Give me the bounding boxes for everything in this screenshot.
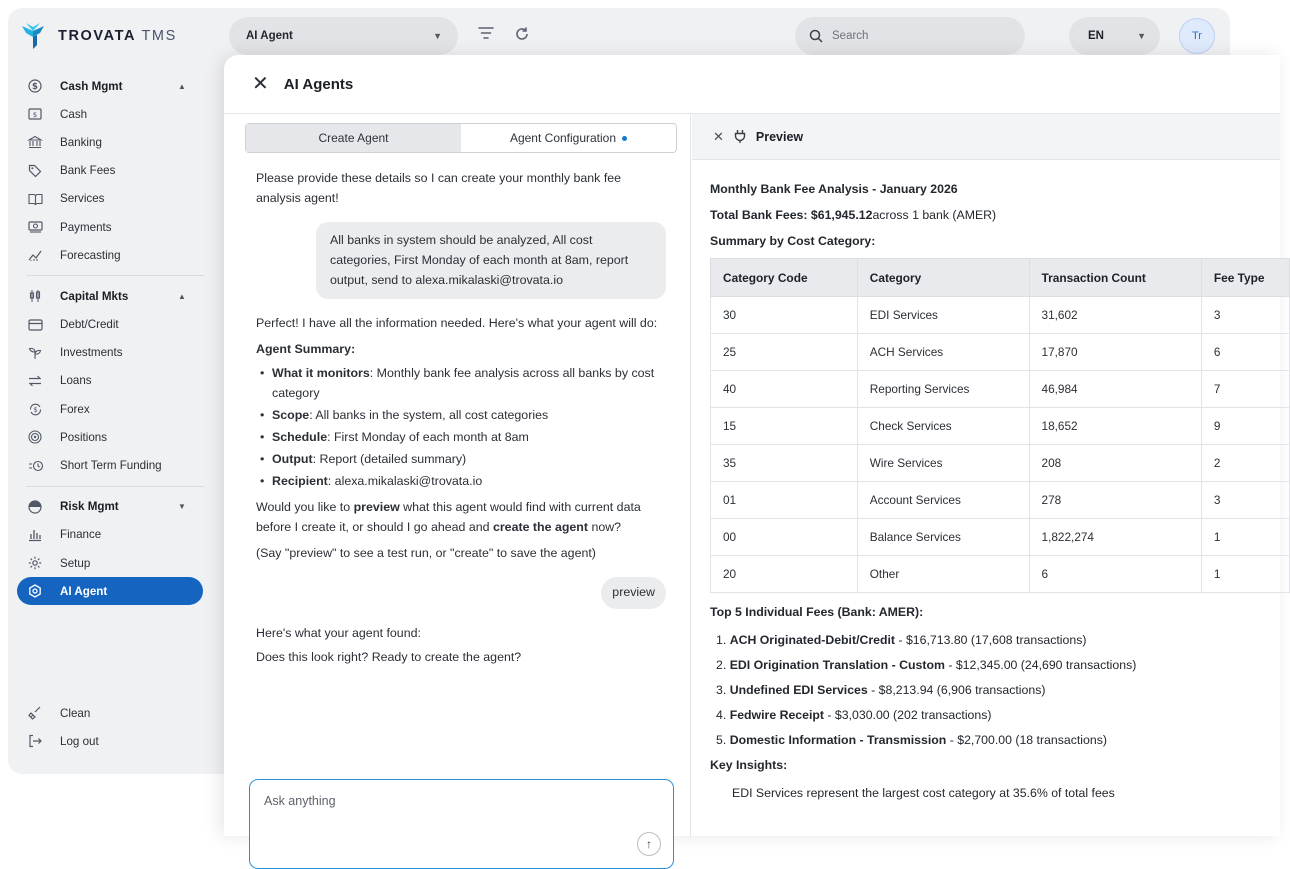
list-item: 4. Fedwire Receipt - $3,030.00 (202 transactions)	[716, 707, 992, 722]
sidebar-item-investments[interactable]	[8, 339, 218, 367]
sidebar-item-label: Forecasting	[60, 248, 121, 262]
column-header[interactable]: Category	[857, 259, 1029, 297]
assistant-message: Does this look right? Ready to create the agent?	[256, 650, 522, 664]
assistant-hint: (Say "preview" to see a test run, or "create" to save the agent)	[256, 546, 596, 560]
summary-list	[256, 363, 671, 491]
broom-icon	[26, 704, 44, 722]
sidebar-item-debt-credit[interactable]	[8, 311, 218, 339]
ai-agents-panel	[224, 55, 1280, 851]
preview-column	[692, 114, 1280, 836]
table-cell: 6	[1029, 556, 1201, 593]
search-placeholder: Search	[832, 30, 869, 42]
table-cell: Other	[857, 556, 1029, 593]
top5-list	[714, 627, 1290, 752]
avatar[interactable]: Tr	[1179, 18, 1215, 54]
summary-title: Agent Summary:	[256, 342, 356, 356]
table-cell: 7	[1201, 371, 1289, 408]
sidebar-group-label: Capital Mkts	[60, 289, 129, 303]
expand-icon[interactable]: ▼	[178, 502, 186, 512]
sidebar-item-banking[interactable]	[8, 128, 218, 156]
sidebar-item-label: AI Agent	[60, 584, 108, 598]
sidebar-item-label: Bank Fees	[60, 164, 116, 178]
sidebar-item-label: Loans	[60, 374, 92, 388]
sidebar-item-label: Cash	[60, 107, 88, 121]
sidebar-item-label: Debt/Credit	[60, 318, 119, 332]
sidebar-item-forex[interactable]	[8, 395, 218, 423]
bar-chart-icon	[26, 526, 44, 544]
divider	[26, 486, 204, 487]
table-cell: 6	[1201, 334, 1289, 371]
tab-label: Agent Configuration	[509, 131, 617, 145]
table-cell: 46,984	[1029, 371, 1201, 408]
list-item: 3. Undefined EDI Services - $8,213.94 (6,906 transactions)	[716, 682, 1046, 697]
table-cell: EDI Services	[857, 297, 1029, 334]
preview-title: Preview	[755, 129, 804, 144]
sidebar-item-label: Finance	[60, 528, 102, 542]
exchange-icon	[26, 400, 44, 418]
sidebar-item-forecasting[interactable]	[8, 241, 218, 269]
sidebar-group-risk[interactable]	[8, 493, 218, 521]
table-cell: 3	[1201, 297, 1289, 334]
table-cell: 40	[711, 371, 858, 408]
brand-name: TROVATA TMS	[58, 28, 177, 44]
column-header[interactable]: Category Code	[711, 259, 858, 297]
search-icon	[809, 29, 823, 43]
preview-header	[692, 114, 1280, 160]
close-preview-icon[interactable]: ✕	[713, 128, 724, 144]
list-item: 2. EDI Origination Translation - Custom - $12,345.00 (24,690 transactions)	[716, 657, 1137, 672]
sidebar-item-label: Log out	[60, 734, 99, 748]
target-icon	[26, 428, 44, 446]
chat-thread	[256, 168, 671, 667]
table-cell: 1,822,274	[1029, 519, 1201, 556]
table-cell: 2	[1201, 445, 1289, 482]
table-cell: 35	[711, 445, 858, 482]
panel-header	[224, 55, 1280, 114]
table-cell: 15	[711, 408, 858, 445]
sidebar-item-clean[interactable]	[8, 699, 218, 727]
logout-icon	[26, 732, 44, 750]
fee-summary-table	[710, 258, 1290, 593]
sidebar-footer	[8, 699, 218, 755]
sidebar-item-positions[interactable]	[8, 423, 218, 451]
sidebar-item-label: Setup	[60, 556, 91, 570]
tab-agent-configuration[interactable]	[461, 124, 676, 152]
candlestick-icon	[26, 287, 44, 305]
sidebar-item-bank-fees[interactable]	[8, 157, 218, 185]
assistant-message: Here's what your agent found:	[256, 626, 421, 640]
agent-selector[interactable]	[229, 17, 458, 55]
close-icon[interactable]: ✕	[252, 73, 269, 95]
filter-icon[interactable]	[478, 26, 494, 45]
table-row	[711, 519, 1290, 556]
table-header-row	[711, 259, 1290, 297]
language-value: EN	[1088, 30, 1104, 42]
sidebar-item-short-term-funding[interactable]	[8, 451, 218, 479]
sprout-icon	[26, 344, 44, 362]
table-cell: Balance Services	[857, 519, 1029, 556]
sidebar	[8, 72, 218, 605]
svg-text:$: $	[32, 405, 38, 414]
report-title: Monthly Bank Fee Analysis - January 2026	[710, 182, 958, 196]
dropdown-caret-icon: ▼	[433, 31, 442, 41]
user-message-row	[256, 577, 666, 609]
brand[interactable]	[22, 23, 177, 49]
chat-input-box	[249, 779, 674, 869]
sidebar-item-label: Payments	[60, 220, 112, 234]
forecast-icon	[26, 246, 44, 264]
table-cell: 9	[1201, 408, 1289, 445]
list-item: • What it monitors: Monthly bank fee analysis across all banks by cost category	[256, 363, 671, 403]
sidebar-item-finance[interactable]	[8, 521, 218, 549]
sidebar-item-label: Forex	[60, 402, 90, 416]
sidebar-group-label: Risk Mgmt	[60, 500, 119, 514]
divider	[26, 275, 204, 276]
table-cell: Check Services	[857, 408, 1029, 445]
user-message: preview	[601, 577, 666, 609]
table-cell: 18,652	[1029, 408, 1201, 445]
table-row	[711, 556, 1290, 593]
list-item: • Scope: All banks in the system, all cost categories	[256, 405, 671, 425]
sidebar-item-label: Services	[60, 192, 105, 206]
svg-text:$: $	[32, 82, 38, 93]
sidebar-item-label: Banking	[60, 135, 102, 149]
table-row	[711, 334, 1290, 371]
sidebar-item-ai-agent[interactable]	[17, 577, 203, 605]
trovata-logo-icon	[22, 23, 44, 49]
send-button[interactable]	[637, 832, 661, 856]
table-cell: Reporting Services	[857, 371, 1029, 408]
table-cell: 31,602	[1029, 297, 1201, 334]
bank-icon	[26, 133, 44, 151]
table-cell: Wire Services	[857, 445, 1029, 482]
plug-icon	[734, 129, 746, 144]
table-row	[711, 482, 1290, 519]
table-cell: ACH Services	[857, 334, 1029, 371]
list-item: • Output: Report (detailed summary)	[256, 449, 671, 469]
sidebar-item-payments[interactable]	[8, 213, 218, 241]
table-cell: 30	[711, 297, 858, 334]
sidebar-item-cash[interactable]	[8, 100, 218, 128]
credit-card-icon	[26, 316, 44, 334]
tab-label: Create Agent	[318, 131, 389, 145]
chat-column	[224, 114, 691, 851]
sidebar-group-cash[interactable]	[8, 72, 218, 100]
sidebar-group-label: Cash Mgmt	[60, 79, 123, 93]
table-row	[711, 371, 1290, 408]
insights-heading: Key Insights:	[710, 758, 788, 772]
table-row	[711, 408, 1290, 445]
language-selector[interactable]	[1069, 17, 1160, 55]
table-cell: 1	[1201, 556, 1289, 593]
preview-report	[710, 178, 1290, 808]
svg-text:$: $	[32, 111, 38, 120]
table-cell: Account Services	[857, 482, 1029, 519]
table-row	[711, 297, 1290, 334]
sidebar-item-loans[interactable]	[8, 367, 218, 395]
user-message: All banks in system should be analyzed, All cost categories, First Monday of each month at 8am, report output, send to alexa.mikalaski@trovata.io	[316, 222, 666, 299]
half-circle-icon	[26, 498, 44, 516]
transfer-icon	[26, 372, 44, 390]
column-header[interactable]: Transaction Count	[1029, 259, 1201, 297]
panel-title: AI Agents	[283, 75, 354, 93]
list-item: • Schedule: First Monday of each month at 8am	[256, 427, 671, 447]
table-cell: 278	[1029, 482, 1201, 519]
status-dot-icon	[622, 136, 627, 141]
collapse-icon[interactable]: ▲	[178, 81, 186, 91]
sidebar-item-label: Clean	[60, 706, 91, 720]
gear-icon	[26, 554, 44, 572]
table-cell: 208	[1029, 445, 1201, 482]
table-cell: 00	[711, 519, 858, 556]
list-item: 1. ACH Originated-Debit/Credit - $16,713.80 (17,608 transactions)	[716, 632, 1087, 647]
chat-input[interactable]	[264, 794, 644, 808]
payment-icon	[26, 218, 44, 236]
sidebar-item-label: Positions	[60, 430, 108, 444]
assistant-question: Would you like to preview what this agent would find with current data before I create it, or should I go ahead and create the agent now?	[256, 500, 641, 534]
assistant-message: Perfect! I have all the information needed. Here's what your agent will do:	[256, 316, 658, 330]
assistant-message: Please provide these details so I can create your monthly bank fee analysis agent!	[256, 171, 622, 205]
sidebar-item-label: Short Term Funding	[60, 459, 162, 473]
clock-list-icon	[26, 457, 44, 475]
sidebar-item-services[interactable]	[8, 185, 218, 213]
tab-create-agent[interactable]	[246, 124, 461, 152]
list-item: • Recipient: alexa.mikalaski@trovata.io	[256, 471, 671, 491]
sidebar-item-logout[interactable]	[8, 727, 218, 755]
cash-icon	[26, 105, 44, 123]
ai-agent-icon	[26, 582, 44, 600]
dropdown-caret-icon: ▼	[1137, 31, 1146, 41]
refresh-icon[interactable]	[514, 26, 530, 47]
agent-selector-value: AI Agent	[246, 30, 293, 42]
dollar-circle-icon	[26, 77, 44, 95]
table-cell: 3	[1201, 482, 1289, 519]
sidebar-item-label: Investments	[60, 346, 123, 360]
table-cell: 1	[1201, 519, 1289, 556]
sidebar-group-capital[interactable]	[8, 282, 218, 310]
report-total: Total Bank Fees: $61,945.12 across 1 bank (AMER)	[710, 208, 997, 222]
arrow-up-icon: ↑	[646, 837, 652, 851]
mode-tabs	[245, 123, 677, 153]
column-header[interactable]: Fee Type	[1201, 259, 1289, 297]
table-cell: 20	[711, 556, 858, 593]
sidebar-item-setup[interactable]	[8, 549, 218, 577]
table-cell: 25	[711, 334, 858, 371]
tag-icon	[26, 162, 44, 180]
book-icon	[26, 190, 44, 208]
search-input[interactable]	[795, 17, 1025, 55]
summary-heading: Summary by Cost Category:	[710, 234, 876, 248]
list-item: 5. Domestic Information - Transmission - $2,700.00 (18 transactions)	[716, 732, 1107, 747]
top5-heading: Top 5 Individual Fees (Bank: AMER):	[710, 605, 924, 619]
collapse-icon[interactable]: ▲	[178, 291, 186, 301]
table-row	[711, 445, 1290, 482]
insight-item: EDI Services represent the largest cost category at 35.6% of total fees	[732, 786, 1115, 800]
table-cell: 01	[711, 482, 858, 519]
table-cell: 17,870	[1029, 334, 1201, 371]
